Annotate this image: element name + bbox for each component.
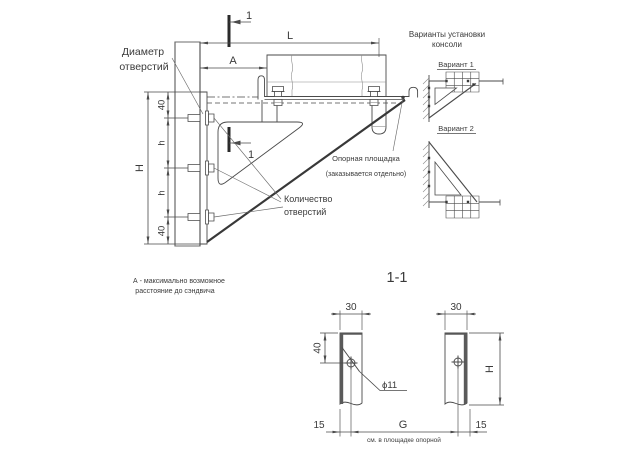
plate-outline — [445, 333, 467, 405]
main-view — [119, 10, 417, 295]
dim-30-text: 30 — [345, 302, 357, 313]
section-cut-mark-top — [229, 10, 252, 47]
dim-15-text: 15 — [475, 420, 487, 431]
section-right-plate — [445, 333, 467, 405]
note-line2: расстояние до сэндвича — [135, 288, 215, 295]
wall-anchor-bolt — [188, 111, 214, 125]
hole-count-label-line1: Количество — [284, 194, 333, 204]
variants-title-line2: консоли — [432, 40, 462, 49]
variant1-wall-hatch — [423, 78, 429, 119]
cut-view-arrow — [232, 20, 241, 25]
dim-30-text: 30 — [450, 302, 462, 313]
variants-panel — [409, 30, 503, 218]
hole-diameter-text: ϕ11 — [382, 380, 398, 391]
hole-diameter-leader — [172, 58, 203, 114]
note-line1: А - максимально возможное — [133, 278, 225, 285]
pipe-break-line — [361, 55, 363, 96]
dim-G-text: G — [398, 419, 408, 431]
dim-H-text: H — [134, 164, 146, 172]
support-pad-label-line2: (заказывается отдельно) — [325, 171, 407, 178]
variants-title-line1: Варианты установки — [408, 30, 486, 39]
variant1-console-cutout — [435, 88, 457, 105]
variant1-label: Вариант 1 — [438, 60, 474, 69]
section-view — [313, 270, 505, 444]
dimension-L — [200, 30, 379, 57]
wall-anchor-bolts — [188, 111, 214, 224]
cut-label: 1 — [245, 10, 253, 22]
dim-15-text: 15 — [313, 420, 325, 431]
section-title: 1-1 — [386, 270, 408, 286]
variant2-label: Вариант 2 — [438, 124, 474, 133]
dim-40-text: 40 — [156, 99, 168, 111]
dim-40-text: 40 — [312, 342, 324, 354]
dimension-A — [200, 55, 267, 69]
variant1-drawing — [423, 72, 503, 122]
dim-h-text: h — [156, 190, 168, 196]
variant2-drawing — [423, 141, 500, 218]
dim-H-text: H — [484, 365, 496, 373]
support-pad-label-line1: Опорная площадка — [332, 154, 400, 163]
hole-count-label-line2: отверстий — [284, 207, 327, 217]
dim-A-text: A — [229, 55, 237, 67]
pipe-break-line — [291, 55, 293, 96]
dimension-30-left — [331, 302, 371, 330]
hole-diameter-label-line1: Диаметр — [121, 46, 165, 58]
section-note: см. в площадке опорной — [367, 437, 441, 444]
section-left-plate — [340, 333, 407, 405]
wall-anchor-bolt — [188, 210, 214, 224]
dim-h-text: h — [156, 140, 168, 146]
dim-L-text: L — [286, 30, 294, 42]
variant2-wall-hatch — [423, 144, 429, 206]
wall-anchor-bolt — [188, 161, 214, 175]
hole-diameter-label-line2: отверстий — [119, 61, 169, 73]
gusset-cutout — [218, 122, 303, 184]
dimension-30-right — [436, 302, 476, 330]
variant2-console-cutout — [435, 162, 461, 195]
dim-40-text: 40 — [156, 225, 168, 237]
dimension-H-section — [469, 333, 504, 405]
cut-label: 1 — [247, 149, 255, 161]
